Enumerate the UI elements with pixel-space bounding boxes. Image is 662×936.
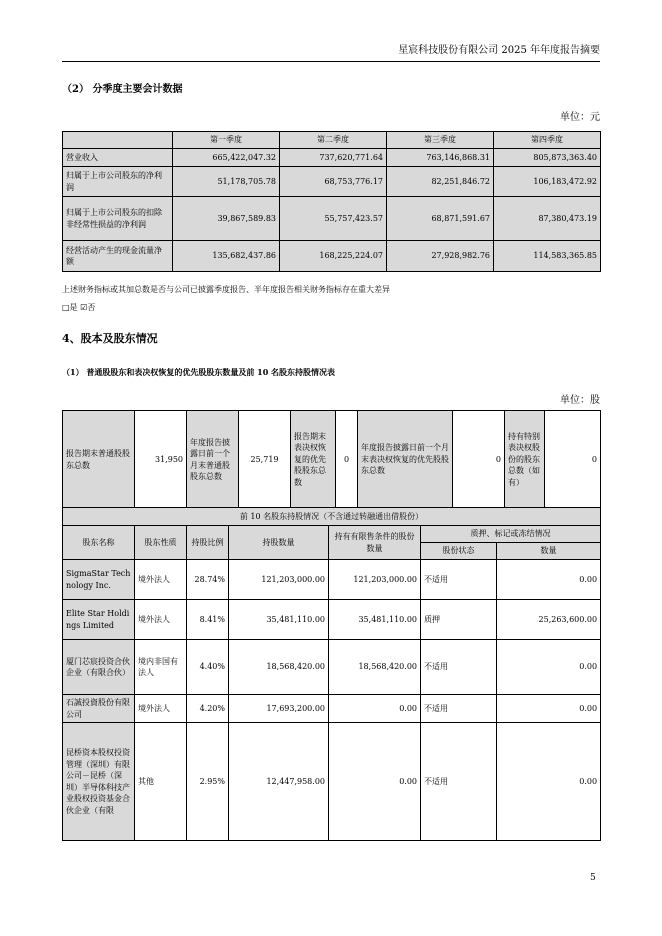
cell-value: 27,928,982.76 [387,241,494,272]
shareholder-name: SigmaStar Technology Inc. [63,560,135,600]
col-nature: 股东性质 [135,526,187,560]
shareholder-nature: 境外法人 [135,600,187,640]
pledge-qty: 0.00 [497,723,601,841]
shareholder-shares: 35,481,110.00 [229,600,329,640]
special-voting-label: 持有特别表决权股份的股东总数（如有） [505,411,545,509]
shareholder-ratio: 4.20% [187,695,229,723]
shareholder-subheading: （1） 普通股股东和表决权恢复的优先股股东数量及前 10 名股东持股情况表 [62,367,336,377]
pledge-status: 不适用 [421,695,497,723]
cell-value: 39,867,589.83 [173,197,280,241]
row-label: 归属于上市公司股东的扣除非经常性损益的净利润 [63,197,173,241]
shareholder-nature: 境内非国有法人 [135,640,187,695]
pledge-status: 不适用 [421,723,497,841]
shareholder-name: Elite Star Holdings Limited [63,600,135,640]
summary-table [62,410,601,509]
shareholder-ratio: 28.74% [187,560,229,600]
pledge-status: 质押 [421,600,497,640]
quarterly-header-q1: 第一季度 [173,132,280,149]
quarterly-header-q4: 第四季度 [494,132,601,149]
preferred-restored-value: 0 [336,411,358,509]
table-row [63,723,601,841]
col-restricted: 持有有限售条件的股份数量 [329,526,421,560]
page-number: 5 [590,873,596,883]
quarterly-table [62,131,601,272]
shareholder-nature: 境外法人 [135,560,187,600]
preferred-restored-label: 报告期末表决权恢复的优先股股东总数 [291,411,336,509]
quarterly-note: 上述财务指标或其加总数是否与公司已披露季度报告、半年度报告相关财务指标存在重大差异 [62,285,390,294]
cell-value: 114,583,365.85 [494,241,601,272]
shareholder-name: 石誠投資股份有限公司 [63,695,135,723]
header-rule [62,61,600,62]
quarterly-header-q2: 第二季度 [280,132,387,149]
col-name: 股东名称 [63,526,135,560]
prior-month-shareholders-label: 年度报告披露日前一个月末普通股股东总数 [187,411,239,509]
shareholder-restricted: 0.00 [329,695,421,723]
cell-value: 763,146,868.31 [387,149,494,167]
cell-value: 68,871,591.67 [387,197,494,241]
shareholder-ratio: 2.95% [187,723,229,841]
col-pledge-qty: 数量 [497,543,601,560]
shareholder-ratio: 4.40% [187,640,229,695]
shareholder-shares: 18,568,420.00 [229,640,329,695]
total-common-shareholders-value: 31,950 [135,411,187,509]
prior-month-preferred-label: 年度报告披露日前一个月末表决权恢复的优先股股东总数 [358,411,453,509]
shareholder-name: 厦门芯宸投资合伙企业（有限合伙） [63,640,135,695]
table-row [63,167,601,197]
shareholder-restricted: 0.00 [329,723,421,841]
shareholder-shares: 17,693,200.00 [229,695,329,723]
cell-value: 665,422,047.32 [173,149,280,167]
quarterly-unit: 单位：元 [560,112,600,123]
col-pledge-group: 质押、标记或冻结情况 [421,526,601,543]
cell-value: 168,225,224.07 [280,241,387,272]
cell-value: 737,620,771.64 [280,149,387,167]
shareholder-nature: 其他 [135,723,187,841]
pledge-qty: 0.00 [497,640,601,695]
cell-value: 82,251,846.72 [387,167,494,197]
row-label: 经营活动产生的现金流量净额 [63,241,173,272]
table-row [63,560,601,600]
section-title: 4、股本及股东情况 [62,332,158,345]
shareholder-shares: 12,447,958.00 [229,723,329,841]
cell-value: 87,380,473.19 [494,197,601,241]
shareholder-ratio: 8.41% [187,600,229,640]
pledge-qty: 0.00 [497,560,601,600]
row-label: 归属于上市公司股东的净利润 [63,167,173,197]
cell-value: 135,682,437.86 [173,241,280,272]
table-row [63,695,601,723]
table-row [63,241,601,272]
quarterly-header-blank [63,132,173,149]
cell-value: 55,757,423.57 [280,197,387,241]
quarterly-heading: （2） 分季度主要会计数据 [62,84,183,95]
table-row [63,640,601,695]
pledge-status: 不适用 [421,560,497,600]
special-voting-value: 0 [545,411,601,509]
cell-value: 106,183,472.92 [494,167,601,197]
prior-month-preferred-value: 0 [453,411,505,509]
quarterly-header-q3: 第三季度 [387,132,494,149]
col-ratio: 持股比例 [187,526,229,560]
total-common-shareholders-label: 报告期末普通股股东总数 [63,411,135,509]
top10-table [62,507,601,841]
pledge-status: 不适用 [421,640,497,695]
table-row [63,197,601,241]
top10-title: 前 10 名股东持股情况（不含通过转融通出借股份） [63,508,601,526]
shareholder-restricted: 18,568,420.00 [329,640,421,695]
cell-value: 51,178,705.78 [173,167,280,197]
cell-value: 805,873,363.40 [494,149,601,167]
table-row [63,149,601,167]
col-shares: 持股数量 [229,526,329,560]
difference-choice: □是 ☑否 [62,303,96,312]
shareholder-unit: 单位：股 [560,395,600,406]
row-label: 营业收入 [63,149,173,167]
shareholder-shares: 121,203,000.00 [229,560,329,600]
pledge-qty: 0.00 [497,695,601,723]
shareholder-restricted: 121,203,000.00 [329,560,421,600]
prior-month-shareholders-value: 25,719 [239,411,291,509]
pledge-qty: 25,263,600.00 [497,600,601,640]
table-row [63,600,601,640]
col-pledge-status: 股份状态 [421,543,497,560]
shareholder-restricted: 35,481,110.00 [329,600,421,640]
report-header: 星宸科技股份有限公司 2025 年年度报告摘要 [398,45,600,56]
shareholder-nature: 境外法人 [135,695,187,723]
cell-value: 68,753,776.17 [280,167,387,197]
shareholder-name: 昆桥资本股权投资管理（深圳）有限公司－昆桥（深圳）半导体科技产业股权投资基金合伙企业（有限 [63,723,135,841]
